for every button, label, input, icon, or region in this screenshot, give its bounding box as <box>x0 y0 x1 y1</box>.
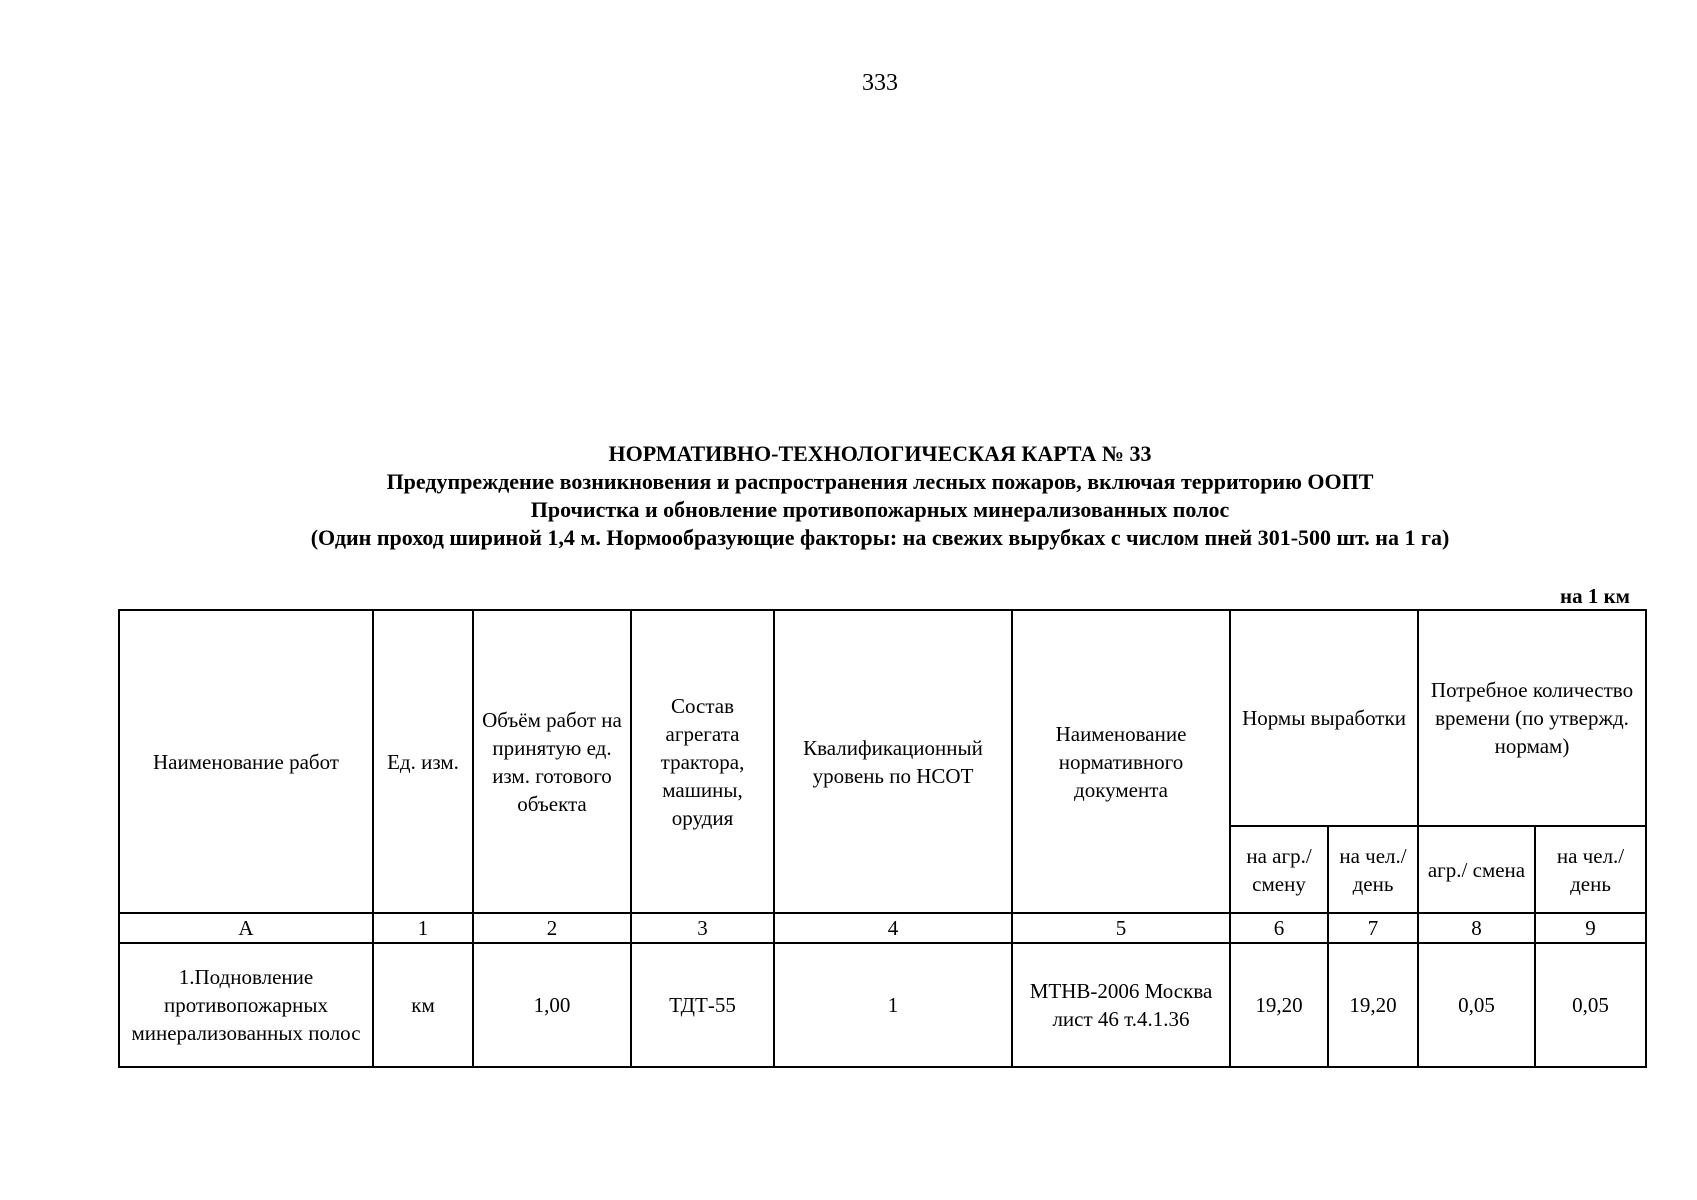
cell-norm-per-person: 19,20 <box>1328 943 1418 1067</box>
column-number: 2 <box>473 913 631 943</box>
column-number-row <box>119 913 1646 943</box>
cell-composition: ТДТ-55 <box>631 943 774 1067</box>
document-title <box>0 440 1697 552</box>
header-volume: Объём работ на принятую ед. изм. готового объекта <box>473 610 631 913</box>
column-number: 1 <box>373 913 473 943</box>
cell-document: МТНВ-2006 Москва лист 46 т.4.1.36 <box>1012 943 1230 1067</box>
cell-qualification: 1 <box>774 943 1012 1067</box>
header-norm-per-unit: на агр./ смену <box>1230 826 1328 913</box>
title-line-4: (Один проход шириной 1,4 м. Нормообразующие факторы: на свежих вырубках с числом пней 301-500 шт. на 1 га) <box>310 525 1450 550</box>
title-line-1: НОРМАТИВНО-ТЕХНОЛОГИЧЕСКАЯ КАРТА № 33 <box>608 441 1152 466</box>
title-line-2: Предупреждение возникновения и распространения лесных пожаров, включая территорию ООПТ <box>386 469 1374 494</box>
column-number: 9 <box>1535 913 1646 943</box>
header-composition: Состав агрегата трактора, машины, орудия <box>631 610 774 913</box>
cell-time-per-unit: 0,05 <box>1418 943 1535 1067</box>
unit-note: на 1 км <box>1559 584 1630 608</box>
header-norms-group: Нормы выработки <box>1230 610 1418 826</box>
cell-work-name: 1.Подновление противопожарных минерализованных полос <box>119 943 373 1067</box>
header-time-per-unit: агр./ смена <box>1418 826 1535 913</box>
cell-norm-per-unit: 19,20 <box>1230 943 1328 1067</box>
table-row <box>119 943 1646 1067</box>
column-number: 8 <box>1418 913 1535 943</box>
title-line-3: Прочистка и обновление противопожарных минерализованных полос <box>530 497 1230 522</box>
column-number: А <box>119 913 373 943</box>
header-qualification: Квалификационный уровень по НСОТ <box>774 610 1012 913</box>
column-number: 3 <box>631 913 774 943</box>
header-time-per-person: на чел./ день <box>1535 826 1646 913</box>
cell-volume: 1,00 <box>473 943 631 1067</box>
column-number: 4 <box>774 913 1012 943</box>
cell-unit: км <box>373 943 473 1067</box>
page-number: 333 <box>862 70 898 96</box>
header-unit: Ед. изм. <box>373 610 473 913</box>
header-document: Наименование нормативного документа <box>1012 610 1230 913</box>
norm-table <box>118 609 1647 1068</box>
column-number: 7 <box>1328 913 1418 943</box>
cell-time-per-person: 0,05 <box>1535 943 1646 1067</box>
header-work-name: Наименование работ <box>119 610 373 913</box>
column-number: 6 <box>1230 913 1328 943</box>
header-time-group: Потребное количество времени (по утвержд. нормам) <box>1418 610 1646 826</box>
column-number: 5 <box>1012 913 1230 943</box>
header-norm-per-person: на чел./ день <box>1328 826 1418 913</box>
header-row <box>119 610 1646 826</box>
